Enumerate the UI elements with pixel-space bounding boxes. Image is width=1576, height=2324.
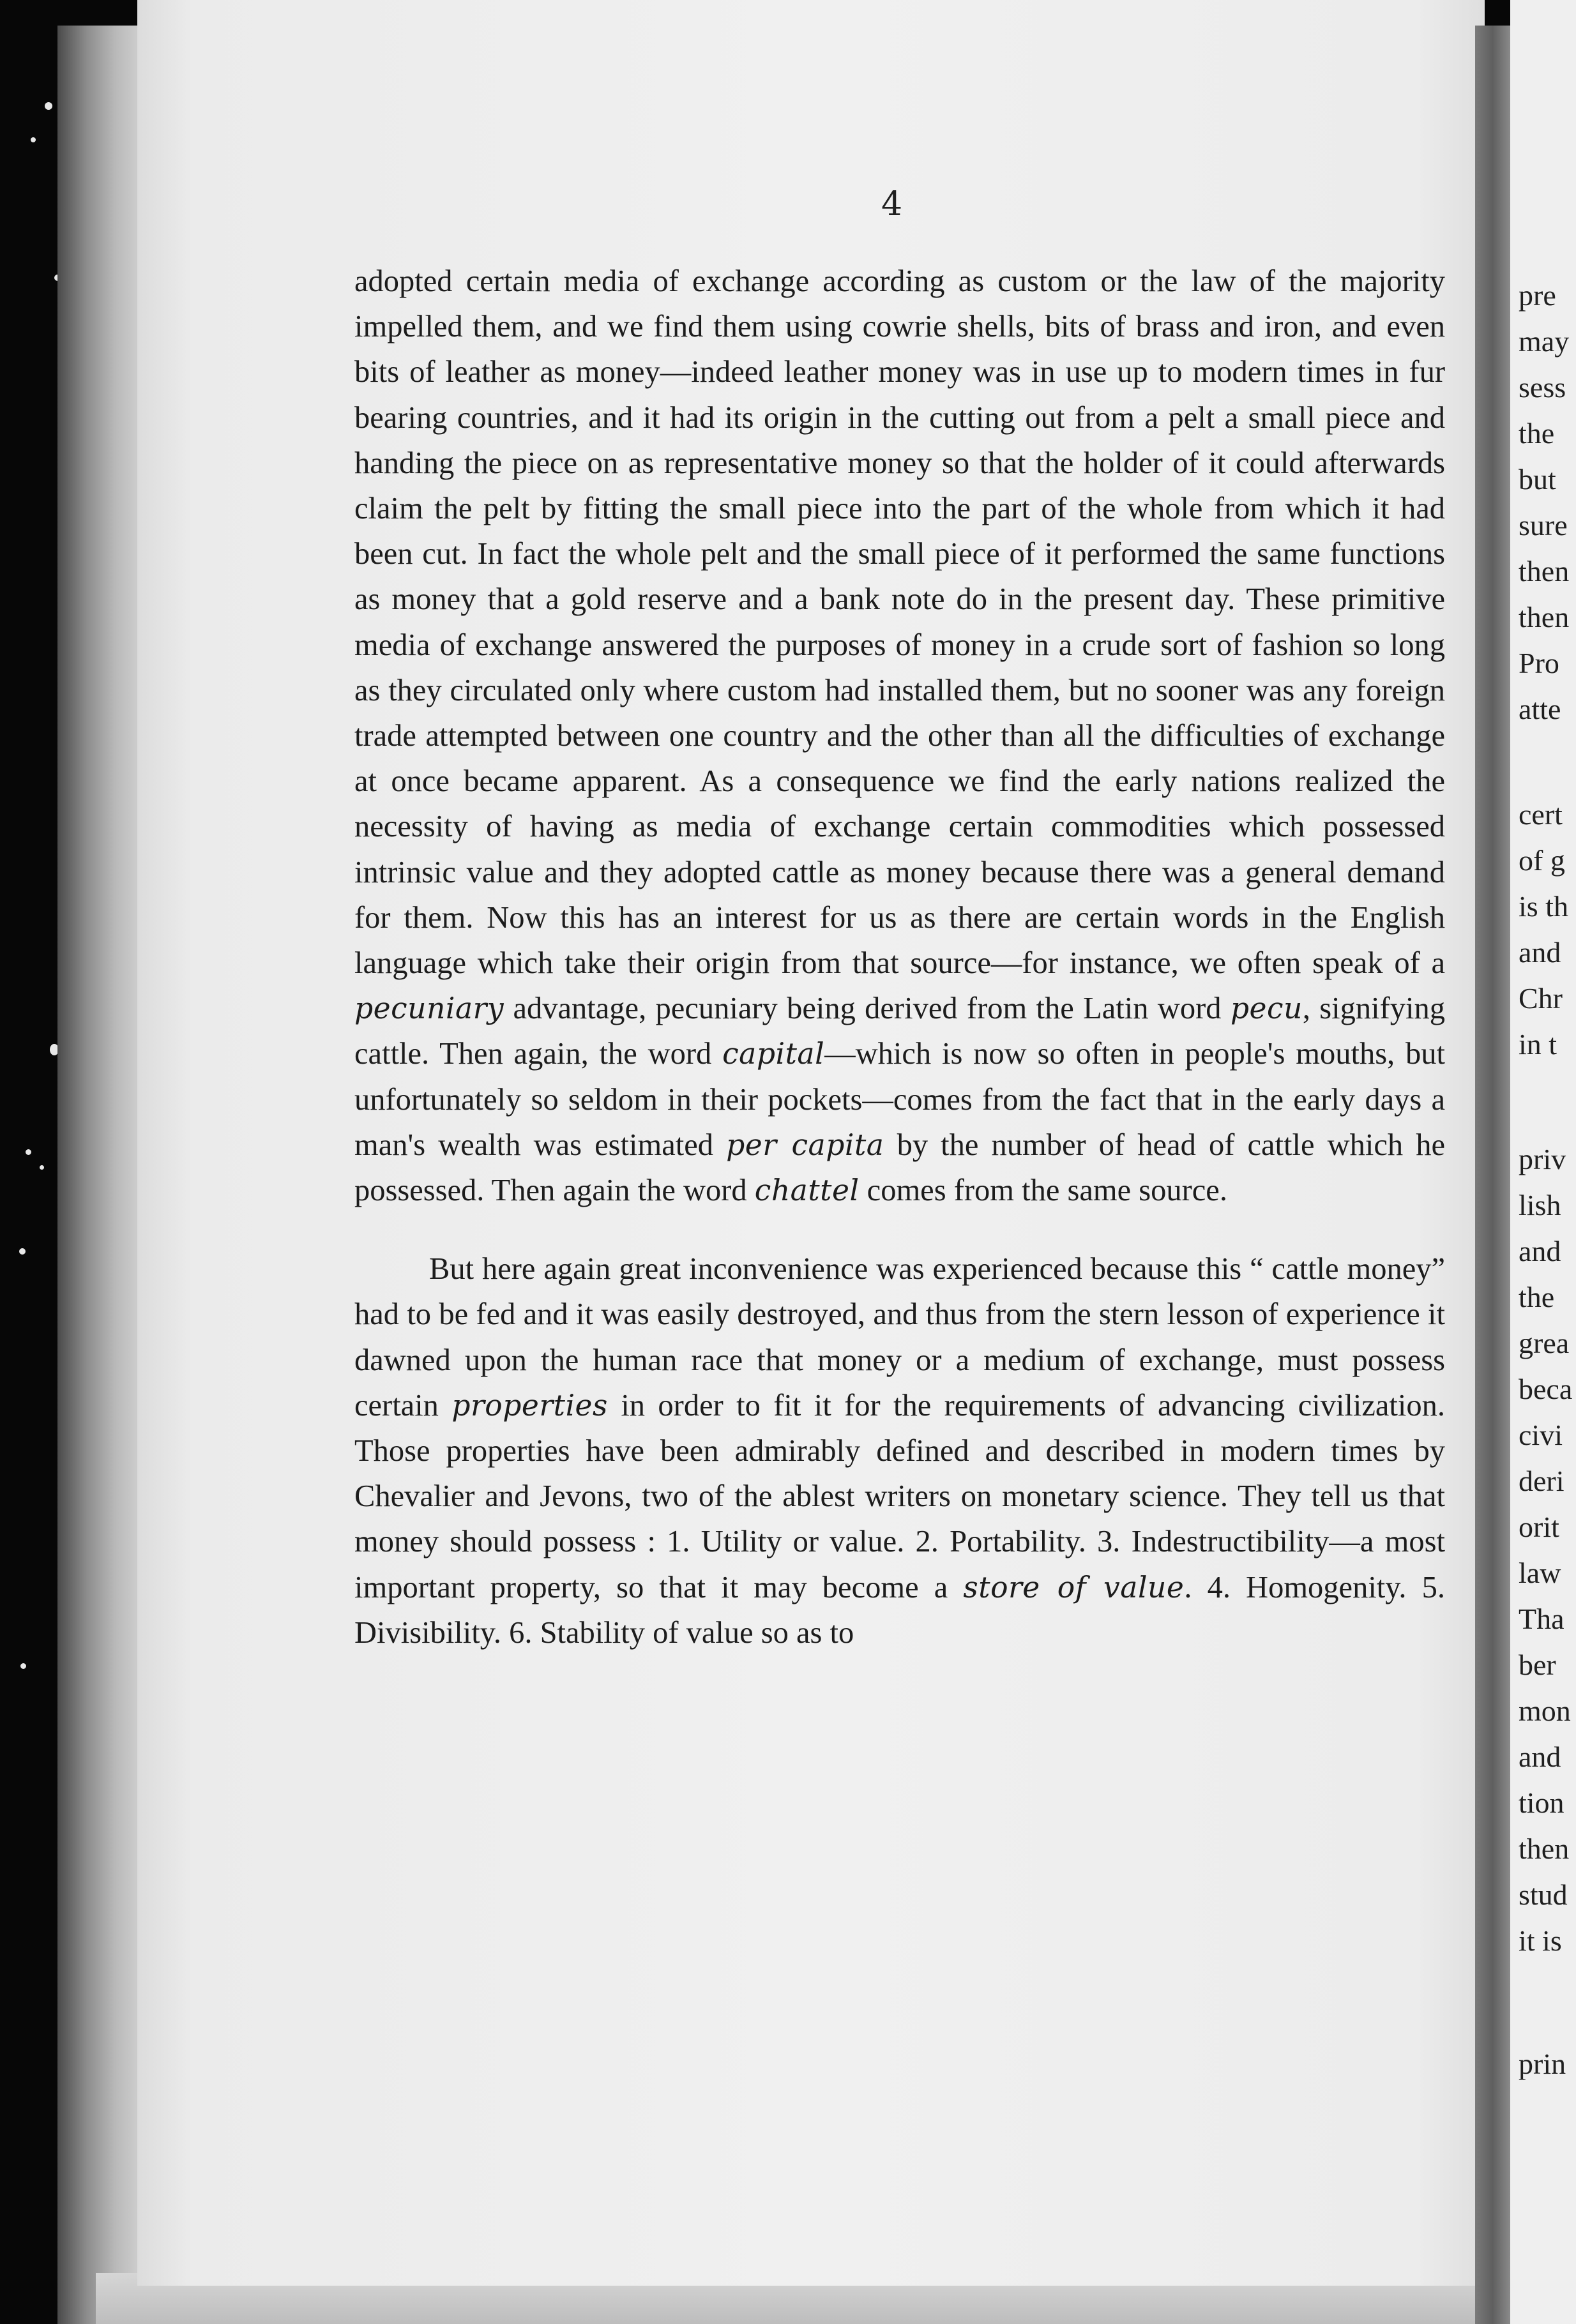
next-page-word-fragment: priv (1519, 1143, 1566, 1175)
text-run: by the number of head of cattle which he possessed. Then again the word (354, 1128, 1445, 1208)
next-page-word-fragment: the (1519, 417, 1555, 449)
next-page-word-fragment: sess (1519, 371, 1566, 404)
next-page-word-fragment: sure (1519, 509, 1568, 541)
next-page-word-fragment: then (1519, 555, 1570, 587)
next-page-word-fragment: then (1519, 601, 1570, 633)
page-edge-shadow (57, 26, 140, 2324)
dust-speck (45, 102, 52, 110)
next-page-word-fragment: Chr (1519, 982, 1563, 1015)
next-page-word-fragment: then (1519, 1832, 1570, 1865)
text-run: in order to fit it for the requirements of advancing civilization. Those properties have been admirably defined and described in modern times by Chevalier and Jevons, two of the ablest writers on monetary science. They tell us that money should possess : 1. Utility or value. 2. Portability. 3. Indestructibility—a most important property, so that it may become a (354, 1388, 1445, 1604)
body-text (354, 259, 1445, 1656)
next-page-word-fragment: beca (1519, 1373, 1573, 1405)
text-run: . 4. Homogenity. 5. Divisibility. 6. Stability of value so as to (354, 1570, 1445, 1650)
next-page-word-fragment: is th (1519, 890, 1568, 923)
next-page-word-fragment: it is (1519, 1924, 1562, 1957)
italic-term: pecu (1230, 992, 1303, 1026)
next-page-word-fragment: the (1519, 1281, 1555, 1313)
page-number: 4 (881, 185, 903, 223)
text-run: comes from the same source. (859, 1173, 1227, 1208)
next-page-word-fragment: lish (1519, 1189, 1561, 1221)
next-page-word-fragment: deri (1519, 1465, 1565, 1497)
next-page-word-fragment: and (1519, 1740, 1561, 1773)
dust-speck (19, 1248, 26, 1255)
next-page-word-fragment: stud (1519, 1878, 1568, 1911)
next-page-word-fragment: grea (1519, 1327, 1570, 1359)
gutter-divider (1475, 26, 1510, 2324)
dust-speck (40, 1165, 44, 1170)
dust-speck (26, 1149, 31, 1155)
italic-term: capital (722, 1037, 825, 1071)
dust-speck (31, 137, 36, 142)
italic-term: store of value (963, 1570, 1185, 1604)
italic-term: chattel (754, 1173, 860, 1208)
next-page-word-fragment: Tha (1519, 1603, 1565, 1635)
dust-speck (20, 1663, 26, 1669)
text-run: advantage, pecuniary being derived from the Latin word (504, 992, 1231, 1026)
next-page-word-fragment: prin (1519, 2048, 1566, 2080)
next-page-word-fragment: atte (1519, 693, 1561, 725)
next-page-word-fragment: of g (1519, 844, 1565, 877)
next-page-word-fragment: Pro (1519, 647, 1559, 679)
text-run: —which is now so often in people's mouths, but unfortunately so seldom in their pockets—comes from the fact that in the early days a man's wealth was estimated (354, 1037, 1445, 1162)
next-page-word-fragment: orit (1519, 1511, 1559, 1543)
paragraph-1 (354, 259, 1445, 1213)
next-page-word-fragment: in t (1519, 1028, 1557, 1060)
italic-term: per capita (726, 1128, 884, 1162)
text-run: adopted certain media of exchange according as custom or the law of the majority impelled them, and we find them using cowrie shells, bits of brass and iron, and even bits of leather as money—indeed leather money was in use up to modern times in fur bearing countries, and it had its origin in the cutting out from a pelt a small piece and handing the piece on as representative money so that the holder of it could afterwards claim the pelt by fitting the small piece into the part of the whole from which it had been cut. In fact the whole pelt and the small piece of it performed the same functions as money that a gold reserve and a bank note do in the present day. These primitive media of exchange answered the purposes of money in a crude sort of fashion so long as they circulated only where custom had installed them, but no sooner was any foreign trade attempted between one country and the other than all the difficulties of exchange at once became apparent. As a consequence we find the early nations realized the necessity of having as media of exchange certain commodities which possessed intrinsic value and they adopted cattle as money because there was a general demand for them. Now this has an interest for us as there are certain words in the English language which take their origin from that source—for instance, we often speak of a (354, 264, 1445, 981)
next-page-word-fragment: but (1519, 463, 1556, 495)
text-run: , signifying cattle. Then again, the word (354, 992, 1445, 1071)
italic-term: properties (451, 1388, 608, 1422)
next-page-word-fragment: and (1519, 936, 1561, 969)
next-page-word-fragment: civi (1519, 1419, 1563, 1451)
next-page-word-fragment: and (1519, 1235, 1561, 1267)
next-page-word-fragment: tion (1519, 1786, 1565, 1819)
text-run: But here again great inconvenience was experienced because this “ cattle money” had to be fed and it was easily destroyed, and thus from the stern lesson of experience it dawned upon the human race that money or a medium of exchange, must possess certain (354, 1252, 1445, 1422)
paragraph-2 (354, 1246, 1445, 1656)
next-page-word-fragment: law (1519, 1557, 1561, 1589)
next-page-word-fragment: ber (1519, 1649, 1556, 1681)
next-page-word-fragment: mon (1519, 1694, 1571, 1727)
next-page-word-fragment: may (1519, 325, 1570, 358)
next-page-word-fragment: pre (1519, 279, 1556, 312)
italic-term: pecuniary (354, 992, 504, 1026)
next-page-word-fragment: cert (1519, 798, 1563, 831)
